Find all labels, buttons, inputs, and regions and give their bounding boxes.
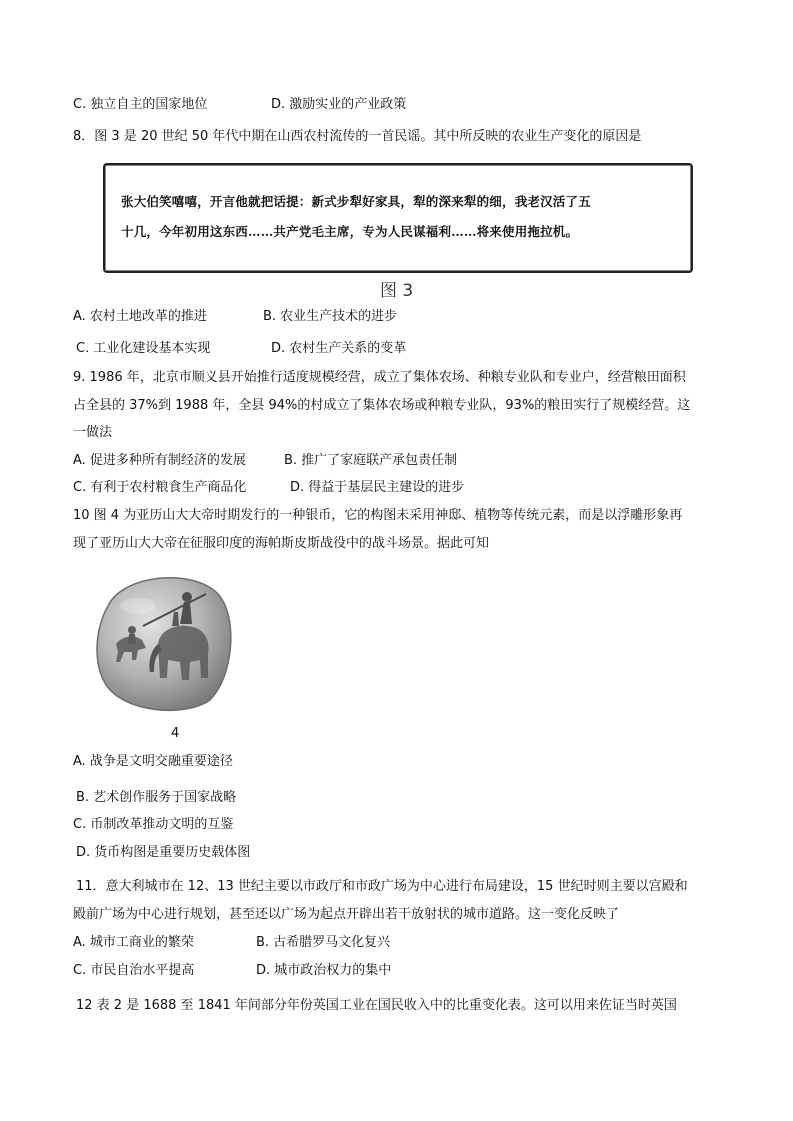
folk-song-line-1: 张大伯笑嘻嘻，开言他就把话提：新式步犁好家具，犁的深来犁的细，我老汉活了五 xyxy=(121,194,591,209)
figure-4-label: 4 xyxy=(171,726,180,741)
q9-option-b: B. 推广了家庭联产承包责任制 xyxy=(284,453,458,468)
silver-coin-image xyxy=(88,566,238,716)
q9-option-d: D. 得益于基层民主建设的进步 xyxy=(290,480,465,495)
q11-option-c: C. 市民自治水平提高 xyxy=(73,963,195,978)
q8-option-a: A. 农村土地改革的推进 xyxy=(73,309,207,324)
q9-option-c: C. 有利于农村粮食生产商品化 xyxy=(73,480,247,495)
q8-option-d: D. 农村生产关系的变革 xyxy=(271,341,407,356)
q9-stem-line-1: 9. 1986 年，北京市顺义县开始推行适度规模经营，成立了集体农场、种粮专业队和专业户，经营粮田面积 xyxy=(73,370,686,385)
q10-option-c: C. 币制改革推动文明的互鉴 xyxy=(73,817,234,832)
figure-3-label: 图 3 xyxy=(380,281,414,301)
q12-stem-line-1: 12 表 2 是 1688 至 1841 年间部分年份英国工业在国民收入中的比重变化表。这可以用来佐证当时英国 xyxy=(76,998,677,1013)
q10-option-d: D. 货币构图是重要历史载体图 xyxy=(76,845,251,860)
q10-option-a: A. 战争是文明交融重要途径 xyxy=(73,754,233,769)
q7-option-c: C. 独立自主的国家地位 xyxy=(73,97,208,112)
folk-song-text xyxy=(121,187,677,247)
q11-option-d: D. 城市政治权力的集中 xyxy=(256,963,392,978)
q11-option-b: B. 古希腊罗马文化复兴 xyxy=(256,935,391,950)
q7-option-d: D. 激励实业的产业政策 xyxy=(271,97,407,112)
q8-option-b: B. 农业生产技术的进步 xyxy=(263,309,398,324)
q9-option-a: A. 促进多种所有制经济的发展 xyxy=(73,453,246,468)
q9-stem-line-3: 一做法 xyxy=(73,425,113,440)
q10-stem-line-2: 现了亚历山大大帝在征服印度的海帕斯皮斯战役中的战斗场景。据此可知 xyxy=(73,536,490,551)
q11-stem-line-1: 11．意大利城市在 12、13 世纪主要以市政厅和市政广场为中心进行布局建设，15 世纪时则主要以宫殿和 xyxy=(76,879,688,894)
q10-option-b: B. 艺术创作服务于国家战略 xyxy=(76,790,237,805)
q11-option-a: A. 城市工商业的繁荣 xyxy=(73,935,194,950)
folk-song-box xyxy=(103,163,693,273)
q8-stem: 8．图 3 是 20 世纪 50 年代中期在山西农村流传的一首民谣。其中所反映的农业生产变化的原因是 xyxy=(73,129,642,144)
q11-stem-line-2: 殿前广场为中心进行规划，甚至还以广场为起点开辟出若干放射状的城市道路。这一变化反映了 xyxy=(73,907,620,922)
q9-stem-line-2: 占全县的 37%到 1988 年，全县 94%的村成立了集体农场或种粮专业队，93%的粮田实行了规模经营。这 xyxy=(73,398,691,413)
folk-song-line-2: 十几，今年初用这东西……共产党毛主席，专为人民谋福利……将来使用拖拉机。 xyxy=(121,224,579,239)
q8-option-c: C. 工业化建设基本实现 xyxy=(76,341,211,356)
q10-stem-line-1: 10 图 4 为亚历山大大帝时期发行的一种银币，它的构图未采用神邸、植物等传统元素，而是以浮雕形象再 xyxy=(73,508,683,523)
